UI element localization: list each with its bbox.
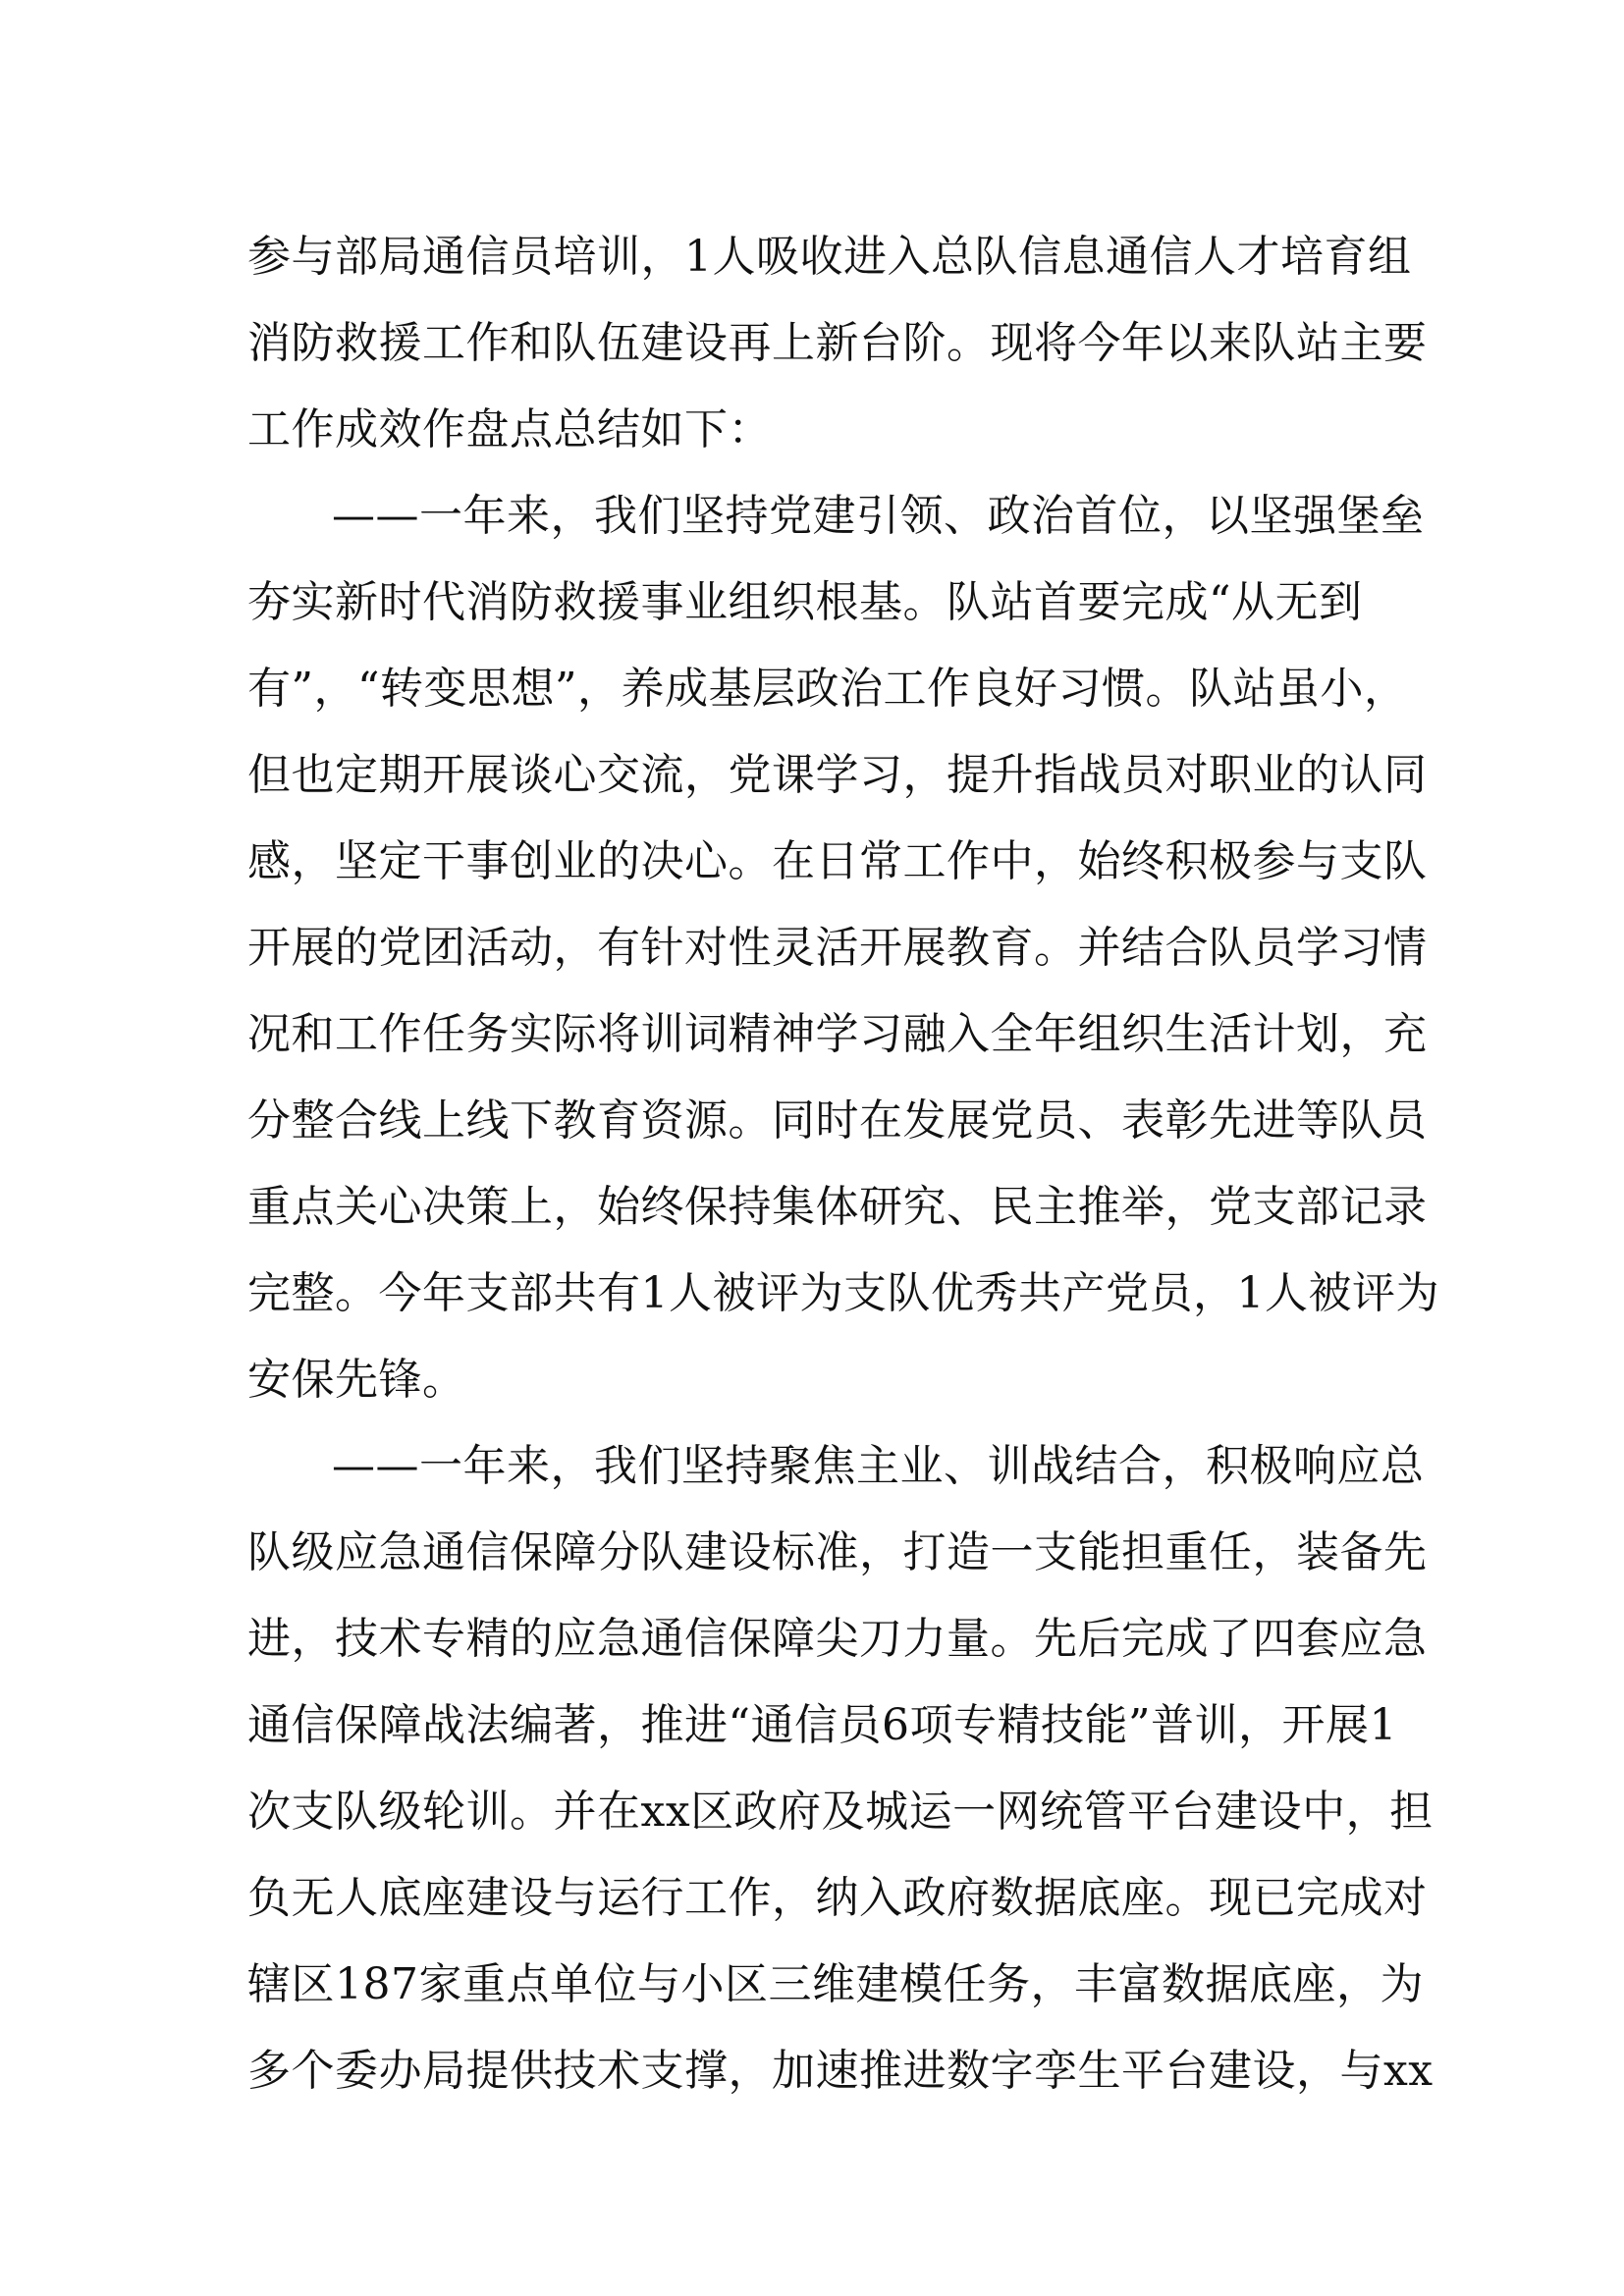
text-line: 进，技术专精的应急通信保障尖刀力量。先后完成了四套应急 bbox=[247, 1614, 1428, 1664]
document-body bbox=[247, 214, 1439, 2114]
text-line: 安保先锋。 bbox=[247, 1355, 466, 1405]
paragraph-start-line: ——一年来，我们坚持党建引领、政治首位，以坚强堡垒 bbox=[332, 491, 1425, 541]
text-line: 工作成效作盘点总结如下： bbox=[247, 404, 772, 454]
text-line: 次支队级轮训。并在xx区政府及城运一网统管平台建设中，担 bbox=[247, 1787, 1434, 1837]
text-line: 通信保障战法编著，推进“通信员6项专精技能”普训，开展1 bbox=[247, 1700, 1397, 1750]
text-line: 多个委办局提供技术支撑，加速推进数字孪生平台建设，与xx bbox=[247, 2046, 1434, 2096]
text-line: 参与部局通信员培训，1人吸收进入总队信息通信人才培育组 bbox=[247, 232, 1412, 282]
text-line: 有”，“转变思想”，养成基层政治工作良好习惯。队站虽小， bbox=[247, 664, 1408, 714]
text-line: 况和工作任务实际将训词精神学习融入全年组织生活计划，充 bbox=[247, 1009, 1428, 1059]
text-line: 辖区187家重点单位与小区三维建模任务，丰富数据底座，为 bbox=[247, 1959, 1424, 2009]
text-line: 负无人底座建设与运行工作，纳入政府数据底座。现已完成对 bbox=[247, 1873, 1428, 1923]
text-line: 开展的党团活动，有针对性灵活开展教育。并结合队员学习情 bbox=[247, 923, 1428, 973]
text-line: 但也定期开展谈心交流，党课学习，提升指战员对职业的认同 bbox=[247, 750, 1428, 800]
text-line: 夯实新时代消防救援事业组织根基。队站首要完成“从无到 bbox=[247, 577, 1363, 627]
text-line: 重点关心决策上，始终保持集体研究、民主推举，党支部记录 bbox=[247, 1182, 1428, 1232]
paragraph-start-line: ——一年来，我们坚持聚焦主业、训战结合，积极响应总 bbox=[332, 1441, 1425, 1491]
text-line: 队级应急通信保障分队建设标准，打造一支能担重任，装备先 bbox=[247, 1527, 1428, 1577]
text-line: 完整。今年支部共有1人被评为支队优秀共产党员，1人被评为 bbox=[247, 1268, 1439, 1318]
text-line: 消防救援工作和队伍建设再上新台阶。现将今年以来队站主要 bbox=[247, 318, 1428, 368]
text-line: 感，坚定干事创业的决心。在日常工作中，始终积极参与支队 bbox=[247, 836, 1428, 886]
text-line: 分整合线上线下教育资源。同时在发展党员、表彰先进等队员 bbox=[247, 1095, 1428, 1146]
